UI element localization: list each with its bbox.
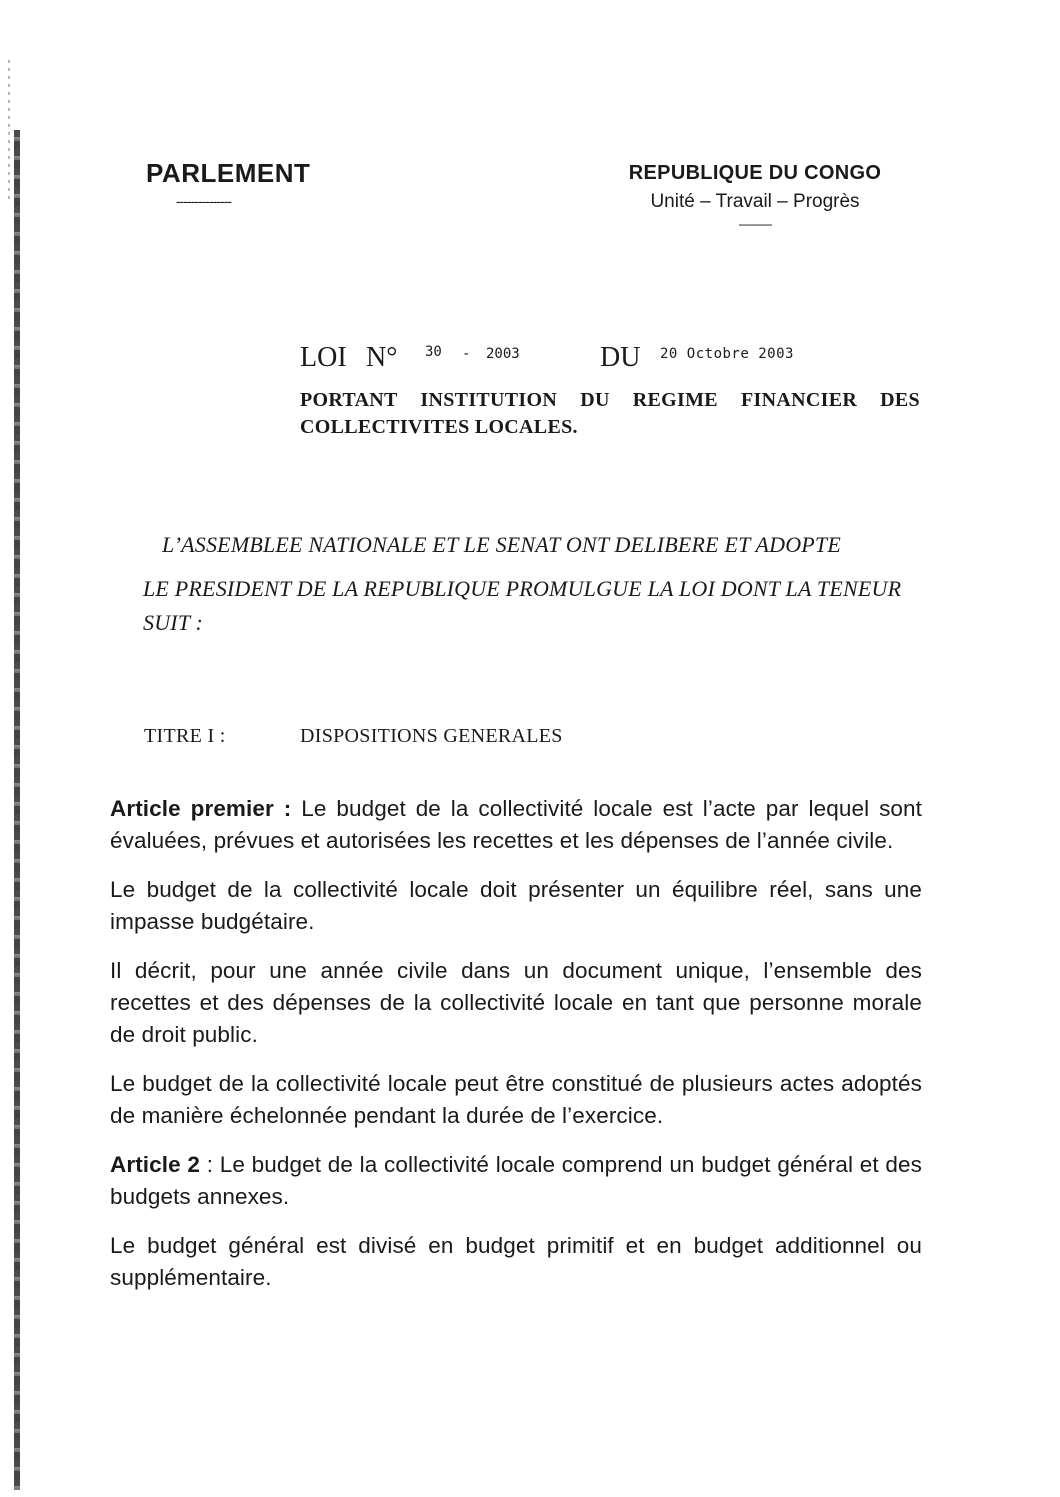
law-subject: PORTANT INSTITUTION DU REGIME FINANCIER DES COLLECTIVITES LOCALES. [300,389,920,438]
title-heading [144,725,844,748]
article-2-paragraph-2: Le budget général est divisé en budget primitif et en budget additionnel ou supplémentaire. [110,1233,922,1290]
title-number: TITRE I : [144,725,226,747]
article-1-text: Le budget de la collectivité locale est l’acte par lequel sont évaluées, prévues et autorisées les recettes et les dépenses de l’année civile. [110,796,922,853]
article-1-paragraph-3: Il décrit, pour une année civile dans un document unique, l’ensemble des recettes et des dépenses de la collectivité locale en tant que personne morale de droit public. [110,958,922,1047]
law-number-separator: - [462,346,471,362]
law-label: LOI [300,342,347,373]
parliament-title: PARLEMENT [146,158,311,188]
law-year: 2003 [486,346,520,362]
article-1-label: Article premier : [110,796,292,821]
title-name: DISPOSITIONS GENERALES [300,725,563,747]
scanner-edge [14,130,20,1490]
article-2-label: Article 2 [110,1152,201,1177]
article-2-paragraph [110,1149,922,1213]
law-number-line [300,342,920,382]
parliament-divider: --------------- [176,193,231,209]
republic-divider: ----------- [738,217,772,231]
law-number: 30 [425,344,442,360]
article-1-paragraph-4: Le budget de la collectivité locale peut être constitué de plusieurs actes adoptés de manière échelonnée pendant la durée de l’exercice. [110,1071,922,1128]
preamble-president: LE PRESIDENT DE LA REPUBLIQUE PROMULGUE LA LOI DONT LA TENEUR SUIT : [143,576,902,635]
law-number-label: N° [366,342,398,373]
law-date-label: DU [600,342,641,373]
republic-title: REPUBLIQUE DU CONGO [628,162,882,184]
republic-motto: Unité – Travail – Progrès [650,191,860,212]
law-body [110,793,922,1311]
republic-header [600,162,910,231]
scanner-edge-marks [8,60,10,200]
article-1-paragraph-2: Le budget de la collectivité locale doit présenter un équilibre réel, sans une impasse budgétaire. [110,877,922,934]
article-1-paragraph [110,793,922,857]
article-2-text: : Le budget de la collectivité locale comprend un budget général et des budgets annexes. [110,1152,922,1209]
law-date: 20 Octobre 2003 [660,346,794,362]
preamble-assembly: L’ASSEMBLEE NATIONALE ET LE SENAT ONT DELIBERE ET ADOPTE [162,532,841,557]
parliament-header [146,158,326,209]
